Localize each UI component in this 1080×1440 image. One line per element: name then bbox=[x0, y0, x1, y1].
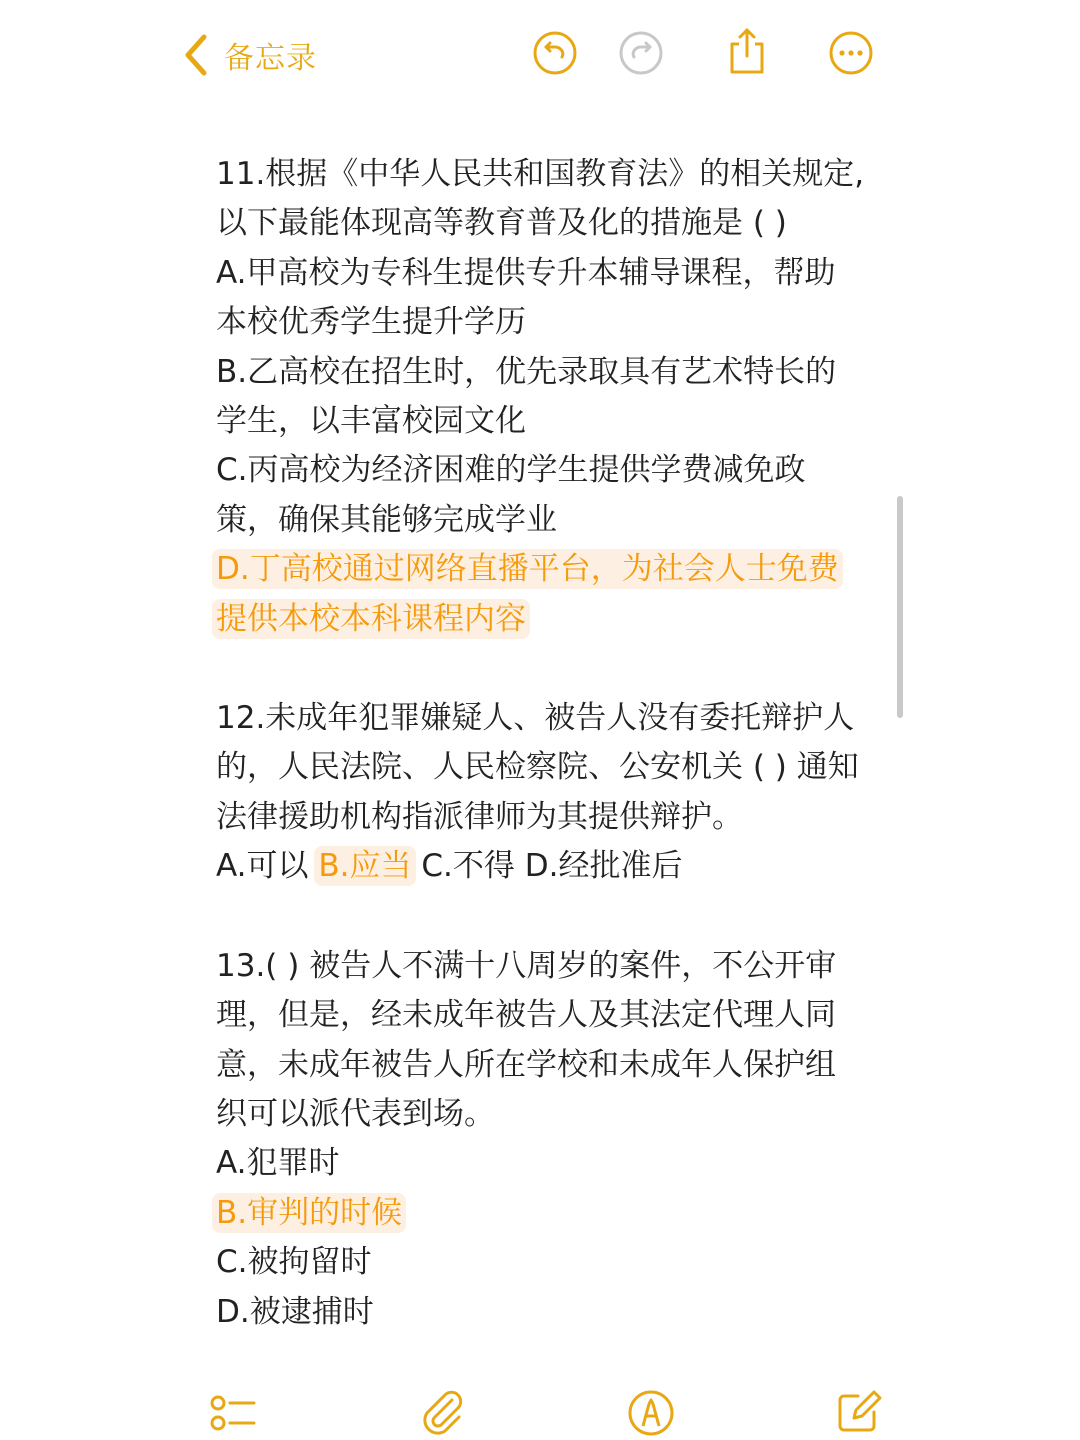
more-icon bbox=[828, 30, 874, 76]
attachment-button[interactable] bbox=[418, 1388, 468, 1438]
question-13-answer-highlight: B.审判的时候 bbox=[212, 1193, 406, 1233]
question-13-stem: 13.( ) 被告人不满十八周岁的案件，不公开审理，但是，经未成年被告人及其法定代理人同意，未成年被告人所在学校和未成年人保护组织可以派代表到场。 bbox=[216, 947, 837, 1132]
checklist-icon bbox=[208, 1388, 258, 1438]
compose-icon bbox=[834, 1388, 884, 1438]
question-13-option-d: D.被逮捕时 bbox=[216, 1293, 374, 1330]
back-label: 备忘录 bbox=[224, 41, 317, 76]
question-12-option-a: A.可以 bbox=[216, 848, 309, 885]
question-13-option-c: C.被拘留时 bbox=[216, 1244, 372, 1281]
undo-button[interactable] bbox=[532, 30, 578, 76]
share-button[interactable] bbox=[724, 26, 770, 72]
chevron-left-icon bbox=[182, 33, 210, 77]
checklist-button[interactable] bbox=[208, 1388, 258, 1438]
redo-button[interactable] bbox=[618, 30, 664, 76]
question-12-option-c: C.不得 bbox=[421, 848, 515, 885]
markup-pen-icon bbox=[626, 1388, 676, 1438]
note-body[interactable] bbox=[216, 150, 866, 1337]
question-12-answer-highlight: B.应当 bbox=[314, 846, 415, 886]
question-12-stem: 12.未成年犯罪嫌疑人、被告人没有委托辩护人的，人民法院、人民检察院、公安机关 ( ) 通知法律援助机构指派律师为其提供辩护。 bbox=[216, 700, 859, 835]
question-11-option-c: C.丙高校为经济困难的学生提供学费减免政策，确保其能够完成学业 bbox=[216, 452, 806, 538]
question-12-option-d: D.经批准后 bbox=[524, 848, 683, 885]
scrollbar[interactable] bbox=[897, 496, 903, 718]
back-button[interactable] bbox=[182, 30, 317, 80]
question-11-answer-highlight: D.丁高校通过网络直播平台，为社会人士免费提供本校本科课程内容 bbox=[212, 549, 843, 638]
question-12-options bbox=[216, 842, 866, 891]
question-11-option-b: B.乙高校在招生时，优先录取具有艺术特长的学生，以丰富校园文化 bbox=[216, 353, 837, 440]
share-icon bbox=[724, 26, 770, 76]
question-11-option-a: A.甲高校为专科生提供专升本辅导课程，帮助本校优秀学生提升学历 bbox=[216, 254, 836, 341]
redo-icon bbox=[618, 30, 664, 76]
navigation-bar bbox=[0, 0, 1080, 110]
question-11-stem: 11.根据《中华人民共和国教育法》的相关规定,以下最能体现高等教育普及化的措施是 ( ) bbox=[216, 156, 865, 242]
more-button[interactable] bbox=[828, 30, 874, 76]
compose-button[interactable] bbox=[834, 1388, 884, 1438]
paperclip-icon bbox=[418, 1388, 468, 1438]
bottom-toolbar bbox=[0, 1380, 1080, 1440]
question-13-option-a: A.犯罪时 bbox=[216, 1145, 340, 1182]
markup-button[interactable] bbox=[626, 1388, 676, 1438]
undo-icon bbox=[532, 30, 578, 76]
